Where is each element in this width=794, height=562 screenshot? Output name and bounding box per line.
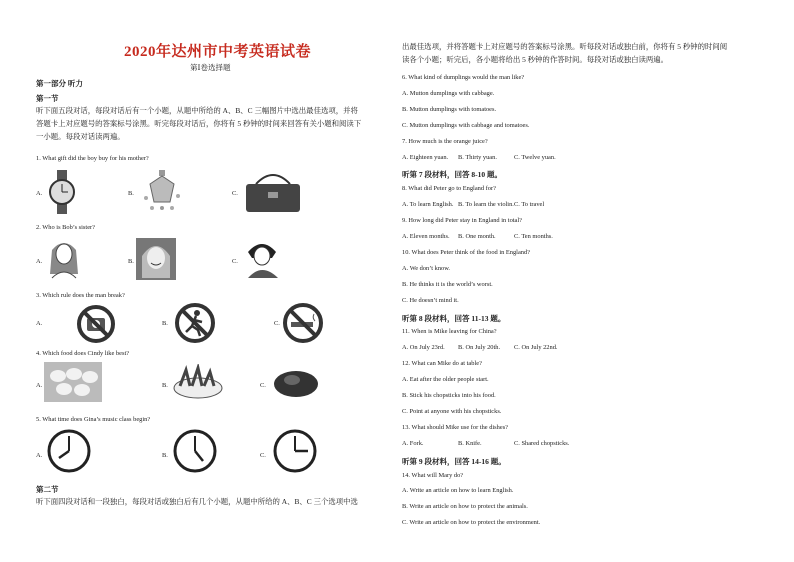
part-heading: 第Ⅰ卷选择题 <box>190 63 231 72</box>
perfume-icon <box>140 168 184 212</box>
section-heading: 听第 8 段材料，回答 11-13 题。 <box>402 313 506 323</box>
option-c: C. On July 22nd. <box>514 344 558 352</box>
clock-a-icon <box>46 428 92 474</box>
option-label: B. <box>162 452 168 459</box>
question: 8. What did Peter go to England for? <box>402 185 496 193</box>
instructions-line: 出最佳选项，并将答题卡上对应题号的答案标号涂黑。听每段对话或独白前，你将有 5 秒钟的时间阅 <box>402 42 728 51</box>
option: B. He thinks it is the world’s worst. <box>402 280 493 288</box>
option-label: C. <box>232 190 238 197</box>
option-b: B. One month. <box>458 233 496 240</box>
meat-icon <box>270 362 322 400</box>
question: 6. What kind of dumplings would the man like? <box>402 74 525 81</box>
question: 10. What does Peter think of the food in England? <box>402 248 531 256</box>
girl-short-hair-icon <box>242 238 284 280</box>
option: C. Mutton dumplings with cabbage and tomatoes. <box>402 121 530 129</box>
section-heading: 听第 9 段材料，回答 14-16 题。 <box>402 456 506 466</box>
clock-c-icon <box>272 428 318 474</box>
option-label: C. <box>260 452 266 459</box>
question-2: 2. Who is Bob’s sister? <box>36 224 95 231</box>
no-smoking-icon <box>282 302 324 344</box>
question: 9. How long did Peter stay in England in total? <box>402 217 522 225</box>
option-c: C. Ten months. <box>514 233 553 240</box>
handbag-icon <box>242 168 304 214</box>
question-3: 3. Which rule does the man break? <box>36 292 125 299</box>
no-photos-icon <box>76 304 116 344</box>
option: C. He doesn’t mind it. <box>402 296 459 304</box>
option-label: C. <box>232 258 238 265</box>
question: 13. What should Mike use for the dishes? <box>402 423 509 431</box>
instructions-2 <box>36 495 396 508</box>
option-label: A. <box>36 382 43 389</box>
question: 14. What will Mary do? <box>402 471 464 479</box>
question: 7. How much is the orange juice? <box>402 137 488 145</box>
option-label: A. <box>36 258 43 265</box>
option-b: B. To learn the violin. <box>458 201 514 209</box>
instructions-line: 听下面四段对话和一段独白，每段对话或独白后有几个小题，从题中所给的 A、B、C 三个选项中选 <box>36 497 358 506</box>
instructions-line: 读各个小题；听完后，各小题将给出 5 秒钟的作答时间。每段对话或独白读两遍。 <box>402 55 669 64</box>
girl-long-hair-icon <box>44 238 84 280</box>
question: 11. When is Mike leaving for China? <box>402 328 497 336</box>
option: C. Point at anyone with his chopsticks. <box>402 407 502 415</box>
option-a: A. Eleven months. <box>402 233 450 240</box>
option: A. Eat after the older people start. <box>402 376 489 384</box>
instructions-line: 一小题。每段对话读两遍。 <box>36 132 125 141</box>
section-heading: 听第 7 段材料，回答 8-10 题。 <box>402 170 502 180</box>
option-label: B. <box>128 258 134 265</box>
option-b: B. Thirty yuan. <box>458 153 497 161</box>
option-a: A. To learn English. <box>402 201 454 209</box>
option-label: C. <box>274 320 280 327</box>
page-title: 2020年达州市中考英语试卷 <box>124 44 312 60</box>
option-a: A. Fork. <box>402 439 424 447</box>
option-label: A. <box>36 452 43 459</box>
watch-icon <box>44 170 80 214</box>
option-c: C. To travel <box>514 201 545 209</box>
vegetables-icon <box>172 364 224 400</box>
option-label: A. <box>36 320 43 327</box>
section2-heading: 第二节 <box>36 485 59 494</box>
option: A. Mutton dumplings with cabbage. <box>402 89 495 97</box>
part1-heading: 第一部分 听力 <box>36 79 83 88</box>
option: A. Write an article on how to learn English. <box>402 487 514 495</box>
clock-b-icon <box>172 428 218 474</box>
option-label: B. <box>162 320 168 327</box>
option-c: C. Twelve yuan. <box>514 153 556 161</box>
option: C. Write an article on how to protect the environment. <box>402 519 541 527</box>
option-b: B. Knife. <box>458 439 482 447</box>
option-label: C. <box>260 382 266 389</box>
girl-smiling-icon <box>136 238 176 280</box>
question-5: 5. What time does Gina’s music class begin? <box>36 416 151 423</box>
instructions-line: 答题卡上对应题号的答案标号涂黑。听完每段对话后，你将有 5 秒钟的时间来回答有关小题和阅读下 <box>36 119 362 128</box>
question-1: 1. What gift did the boy buy for his mother? <box>36 155 149 162</box>
option: B. Mutton dumplings with tomatoes. <box>402 105 497 113</box>
option: A. We don’t know. <box>402 264 451 272</box>
option-label: A. <box>36 190 43 197</box>
question: 12. What can Mike do at table? <box>402 360 482 368</box>
option-label: B. <box>162 382 168 389</box>
instructions-2-continued <box>402 40 774 66</box>
option-c: C. Shared chopsticks. <box>514 439 570 447</box>
question-4: 4. Which food does Cindy like best? <box>36 350 130 357</box>
section1-heading: 第一节 <box>36 94 59 103</box>
instructions-line: 听下面五段对话，每段对话后有一个小题，从题中所给的 A、B、C 三幅图片中选出最佳选项，并将 <box>36 106 358 115</box>
option-a: A. On July 23rd. <box>402 344 445 352</box>
option-b: B. On July 20th. <box>458 344 501 352</box>
option: B. Stick his chopsticks into his food. <box>402 392 496 399</box>
option-a: A. Eighteen yuan. <box>402 153 449 161</box>
no-running-icon <box>174 302 216 344</box>
eggs-icon <box>44 362 102 402</box>
option: B. Write an article on how to protect the animals. <box>402 503 528 511</box>
option-label: B. <box>128 190 134 197</box>
instructions-1 <box>36 104 396 143</box>
